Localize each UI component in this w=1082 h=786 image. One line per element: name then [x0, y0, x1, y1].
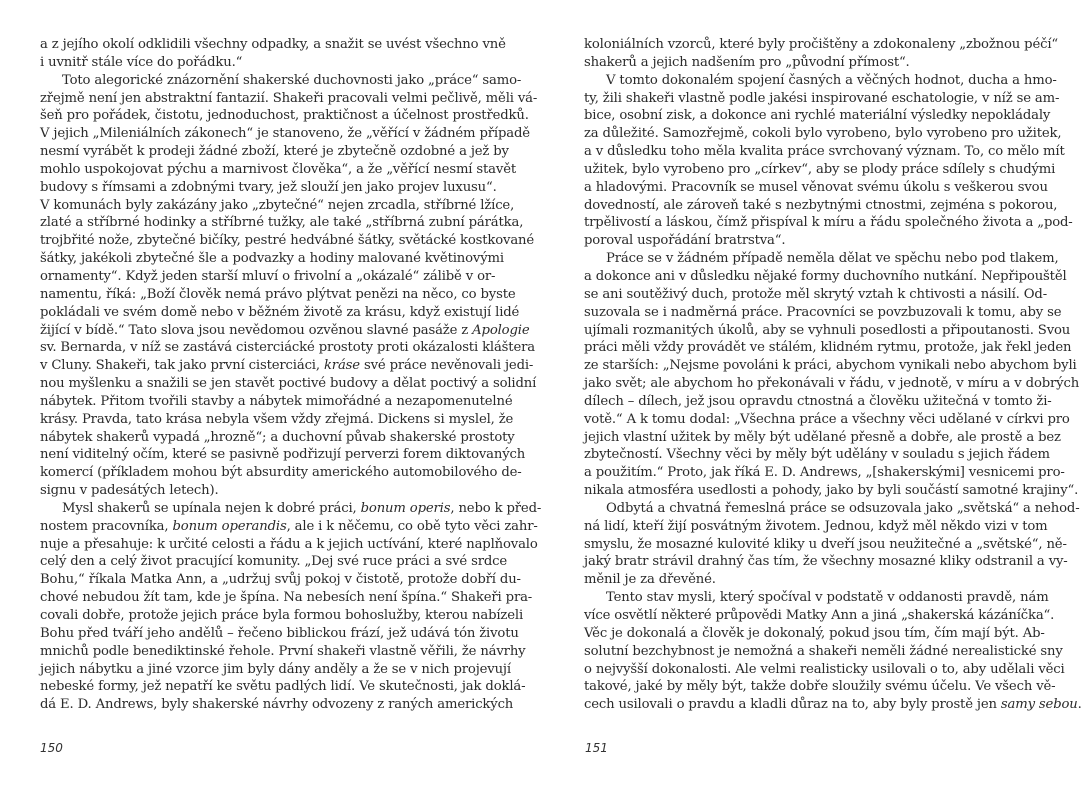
text-line: namentu, říká: „Boží člověk nemá právo plýtvat penězi na něco, co byste	[40, 286, 516, 302]
text-run: cech usilovali o pravdu a kladli důraz na to, aby byly prostě jen	[584, 697, 1001, 713]
text-line: Toto alegorické znázornění shakerské duchovnosti jako „práce“ samo-	[62, 72, 522, 88]
text-line: V komunách byly zakázány jako „zbytečné“ nejen zrcadla, stříbrné lžíce,	[40, 197, 515, 213]
text-line: jejich vlastní užitek by měly být udělané přesně a dobře, ale prostě a bez	[584, 429, 1061, 445]
text-run: v Cluny. Shakeři, tak jako první cisterciáci,	[40, 358, 324, 374]
italic-term: bonum operis	[360, 500, 451, 516]
italic-term: samy sebou	[1000, 697, 1078, 713]
text-run: , nebo k před-	[450, 500, 542, 516]
text-line: celý den a celý život pracující komunity. „Dej své ruce práci a své srdce	[40, 554, 508, 570]
text-line: nikala atmosféra usedlosti a pohody, jako by byli součástí samotné krajiny“.	[584, 483, 1079, 499]
text-line: ty, žili shakeři vlastně podle jakési inspirované eschatologie, v níž se am-	[584, 90, 1060, 106]
text-line: takové, jaké by měly být, takže dobře sloužily svému účelu. Ve všech vě-	[584, 679, 1056, 695]
text-line: užitek, bylo vyrobeno pro „církev“, aby se plody práce sdílely s chudými	[584, 161, 1056, 177]
text-run: nostem pracovníka,	[40, 518, 173, 534]
text-line: nábytek. Přitom tvořili stavby a nábytek mimořádné a nezapomenutelné	[40, 393, 513, 409]
text-line: Bohu,“ říkala Matka Ann, a „udržuj svůj pokoj v čistotě, protože dobří du-	[40, 572, 521, 588]
text-line: trpělivostí a láskou, čímž přispíval k míru a řádu společného života a „pod-	[584, 215, 1073, 231]
text-line: jako svět; ale abychom ho překonávali v řádu, v jednotě, v míru a v dobrých	[584, 376, 1080, 392]
text-line	[40, 357, 534, 375]
text-line: šeň pro pořádek, čistotu, jednoduchost, praktičnost a účelnost prostředků.	[40, 108, 529, 124]
text-line: i uvnitř stále více do pořádku.“	[40, 54, 243, 70]
text-line: poroval uspořádání bratrstva“.	[584, 233, 786, 249]
page-number-left: 150	[40, 741, 63, 755]
text-line: dovedností, ale zároveň také s nezbytnými ctnostmi, zejména s pokorou,	[584, 197, 1058, 213]
text-line: solutní bezchybnost je nemožná a shakeři neměli žádné nerealistické sny	[584, 643, 1063, 659]
text-line: Věc je dokonalá a člověk je dokonalý, pokud jsou tím, čím mají být. Ab-	[584, 625, 1045, 641]
text-line: ujímali rozmanitých úkolů, aby se vyhnuli posedlosti a připoutanosti. Svou	[584, 322, 1071, 338]
text-line: nesmí vyrábět k prodeji žádné zboží, které je zbytečně ozdobné a jež by	[40, 144, 509, 160]
text-line: a použitím.“ Proto, jak říká E. D. Andrews, „[shakerskými] vesnicemi pro-	[584, 465, 1065, 481]
text-line: za důležité. Samozřejmě, cokoli bylo vyrobeno, bylo vyrobeno pro užitek,	[584, 126, 1062, 142]
text-line: nebeské formy, jež nepatří ke světu padlých lidí. Ve skutečnosti, jak doklá-	[40, 679, 526, 695]
text-line	[584, 696, 1082, 714]
text-line: dílech – dílech, jež jsou opravdu ctnostná a člověku užitečná v tomto ži-	[584, 393, 1052, 409]
text-line: budovy s římsami a zdobnými tvary, jež slouží jen jako projev luxusu“.	[40, 179, 497, 195]
text-line: suzovala se i nadměrná práce. Pracovníci se povzbuzovali k tomu, aby se	[584, 304, 1062, 320]
text-line: a v důsledku toho měla kvalita práce svrchovaný význam. To, co mělo mít	[584, 144, 1065, 160]
text-line: chové nebudou žít tam, kde je špína. Na nebesích není špína.“ Shakeři pra-	[40, 590, 533, 606]
text-line: V jejich „Mileniálních zákonech“ je stanoveno, že „věřící v žádném případě	[40, 126, 530, 142]
text-line: komercí (příkladem mohou být absurdity amerického automobilového de-	[40, 465, 522, 481]
text-line: jejich nábytku a jiné vzorce jim byly dány anděly a že se v nich projevují	[40, 661, 511, 677]
italic-term: kráse	[323, 358, 360, 374]
right-page-text	[584, 36, 1082, 714]
text-line: nou myšlenku a snažili se jen stavět poctivé budovy a dělat poctivý a solidní	[40, 376, 537, 392]
page-number-right: 151	[585, 741, 608, 755]
italic-term: bonum operandis	[172, 518, 287, 534]
text-line: Tento stav mysli, který spočíval v podstatě v oddanosti pravdě, nám	[606, 590, 1049, 606]
text-line: se ani soutěživý duch, protože měl skrytý vztah k chtivosti a násilí. Od-	[584, 286, 1047, 302]
text-line: nábytek shakerů vypadá „hrozně“; a duchovní půvab shakerské prostoty	[40, 429, 515, 445]
text-line: sv. Bernarda, v níž se zastává cisterciácké prostoty proti okázalosti kláštera	[40, 340, 535, 356]
text-run: své práce nevěnovali jedi-	[359, 358, 534, 374]
text-line: pokládali ve svém domě nebo v běžném životě za krásu, když existují lidé	[40, 304, 520, 320]
text-line: měnil je za dřevěné.	[584, 572, 716, 588]
text-line: ze starších: „Nejsme povoláni k práci, abychom vynikali nebo abychom byli	[584, 358, 1077, 374]
text-line	[40, 518, 538, 536]
text-line	[40, 500, 542, 518]
text-line: zřejmě není jen abstraktní fantazií. Shakeři pracovali velmi pečlivě, měli vá-	[40, 90, 538, 106]
text-line: ná lidí, kteří žijí posvátným životem. Jednou, když měl někdo vizi v tom	[584, 518, 1048, 534]
text-line: covali dobře, protože jejich práce byla formou bohoslužby, kterou nabízeli	[40, 608, 524, 623]
text-line: votě.“ A k tomu dodal: „Všechna práce a všechny věci udělané v církvi pro	[584, 411, 1070, 427]
text-line: o nejvyšší dokonalosti. Ale velmi realisticky usilovali o to, aby udělali věci	[584, 661, 1065, 677]
text-run: .	[1077, 697, 1082, 713]
text-line: trojbřité nože, zbytečné bičíky, pestré hedvábné šátky, světácké kostkované	[40, 233, 535, 249]
text-line: ornamenty“. Když jeden starší mluví o frivolní a „okázalé“ zálibě v or-	[40, 268, 496, 284]
text-line: a z jejího okolí odklidili všechny odpadky, a snažit se uvést všechno vně	[40, 37, 506, 52]
text-line: mohlo uspokojovat pýchu a marnivost člověka“, a že „věřící nesmí stavět	[40, 161, 516, 177]
text-line: šátky, jakékoli zbytečné šle a podvazky a hodiny malované květinovými	[40, 251, 504, 267]
text-line: jaký bratr strávil drahný čas tím, že všechny mosazné kliky odstranil a vy-	[584, 554, 1068, 570]
text-line: bice, osobní zisk, a dokonce ani rychlé materiální výsledky nepokládaly	[584, 108, 1051, 124]
text-line: signu v padesátých letech).	[40, 483, 219, 499]
text-line	[40, 322, 530, 340]
text-line: Bohu před tváří jeho andělů – řečeno biblickou frází, jež udává tón životu	[40, 625, 519, 641]
text-line: mnichů podle benediktinské řehole. První shakeři vlastně věřili, že návrhy	[40, 643, 526, 659]
text-line: nuje a přesahuje: k určité celosti a řádu a k jejich uctívání, které naplňovalo	[40, 536, 538, 552]
text-line: Práce se v žádném případě neměla dělat ve spěchu nebo pod tlakem,	[606, 251, 1059, 267]
text-run: žijící v bídě.“ Tato slova jsou nevědomou ozvěnou slavné pasáže z	[40, 322, 473, 338]
text-line: práci měli vždy provádět ve stálém, klidném rytmu, protože, jak řekl jeden	[584, 340, 1072, 356]
left-page-text	[40, 36, 542, 714]
text-line: a dokonce ani v důsledku nějaké formy duchovního nutkání. Nepřipouštěl	[584, 268, 1067, 284]
text-line: více osvětlí některé průpovědi Matky Ann a jiná „shakerská kázáníčka“.	[584, 608, 1055, 623]
text-line: zbytečností. Všechny věci by měly být udělány v souladu s jejich řádem	[584, 447, 1050, 463]
text-line: krásy. Pravda, tato krása nebyla všem vždy zřejmá. Dickens si myslel, že	[40, 411, 514, 427]
text-run: , ale i k něčemu, co obě tyto věci zahr-	[286, 518, 538, 534]
text-line: zlaté a stříbrné hodinky a stříbrné tužky, ale také „stříbrná zubní párátka,	[40, 215, 524, 231]
text-line: smyslu, že mosazné kulovité kliky u dveří jsou neužitečné a „světské“, ně-	[584, 536, 1067, 552]
text-line: koloniálních vzorců, které byly pročištěny a zdokonaleny „zbožnou péčí“	[584, 37, 1059, 52]
text-line: V tomto dokonalém spojení časných a věčných hodnot, ducha a hmo-	[606, 72, 1057, 88]
text-line: a hladovými. Pracovník se musel věnovat svému úkolu s veškerou svou	[584, 179, 1048, 195]
text-line: shakerů a jejich nadšením pro „původní přímost“.	[584, 54, 910, 70]
text-line: dá E. D. Andrews, byly shakerské návrhy odvozeny z raných amerických	[40, 697, 514, 713]
text-line: není viditelný očím, které se pasivně podřizují perverzi forem diktovaných	[40, 447, 526, 463]
text-line: Odbytá a chvatná řemeslná práce se odsuzovala jako „světská“ a nehod-	[606, 500, 1080, 516]
italic-term: Apologie	[472, 322, 530, 338]
text-run: Mysl shakerů se upínala nejen k dobré práci,	[62, 500, 361, 516]
